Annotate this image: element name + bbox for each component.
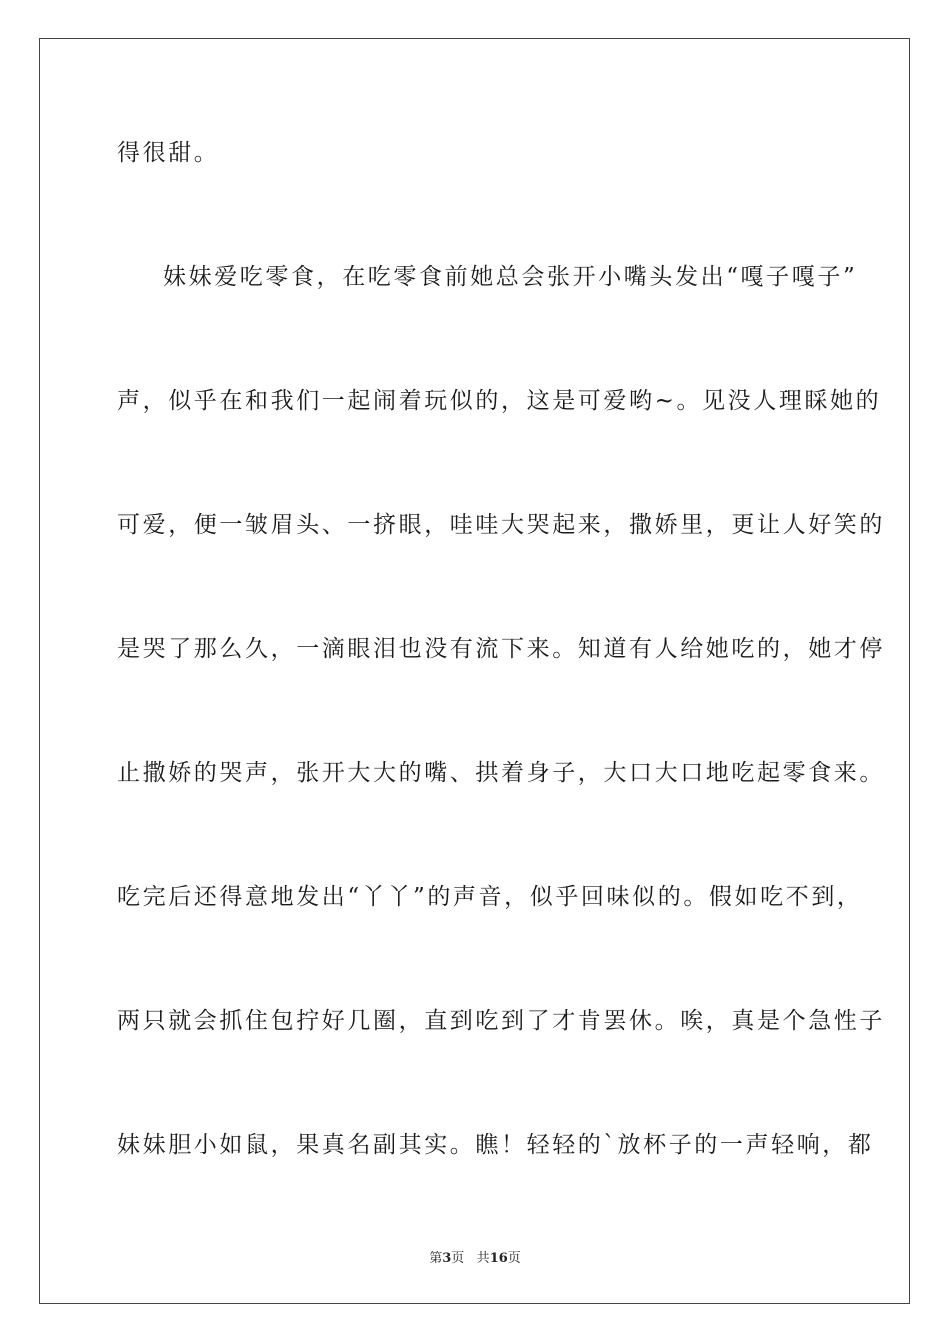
footer-total-pages: 16 — [489, 1251, 508, 1266]
footer-page-number: 3 — [442, 1251, 452, 1266]
text-line: 得很甜。 — [117, 140, 220, 166]
footer-page-suffix: 页 — [451, 1251, 465, 1266]
text-line: 可爱，便一皱眉头、一挤眼，哇哇大哭起来，撒娇里，更让人好笑的 — [117, 512, 885, 538]
text-line: 吃完后还得意地发出“丫丫”的声音，似乎回味似的。假如吃不到， — [117, 884, 863, 910]
text-line: 两只就会抓住包拧好几圈，直到吃到了才肯罢休。唉，真是个急性子 — [117, 1008, 885, 1034]
text-line-paragraph-start: 妹妹爱吃零食，在吃零食前她总会张开小嘴头发出“嘎子嘎子” — [163, 264, 858, 290]
text-line: 止撒娇的哭声，张开大大的嘴、拱着身子，大口大口地吃起零食来。 — [117, 760, 885, 786]
page-footer — [0, 1247, 950, 1266]
text-line: 声，似乎在和我们一起闹着玩似的，这是可爱哟~。见没人理睬她的 — [117, 388, 882, 414]
text-line: 是哭了那么久，一滴眼泪也没有流下来。知道有人给她吃的，她才停 — [117, 636, 885, 662]
text-line: 妹妹胆小如鼠，果真名副其实。瞧！轻轻的`放杯子的一声轻响，都 — [117, 1132, 874, 1158]
footer-page-prefix: 第 — [429, 1251, 443, 1266]
page-border — [39, 38, 910, 1304]
footer-total-suffix: 页 — [507, 1251, 521, 1266]
footer-total-prefix: 共 — [476, 1251, 490, 1266]
